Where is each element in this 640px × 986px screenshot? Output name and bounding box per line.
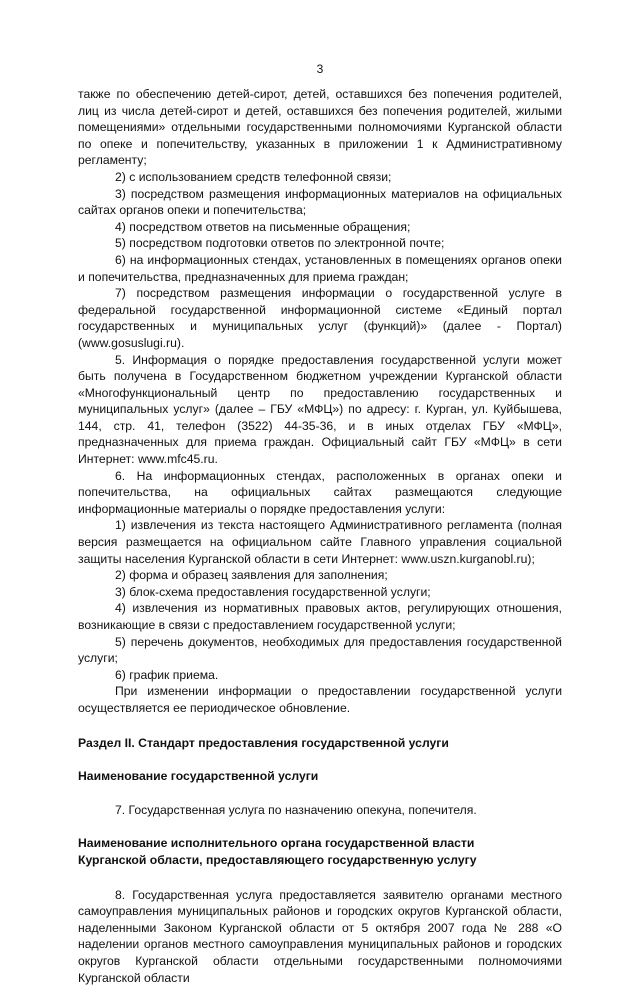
paragraph: 2) форма и образец заявления для заполнения; [115, 568, 388, 583]
paragraph: 5) перечень документов, необходимых для предоставления государственной услуги; [78, 634, 562, 666]
paragraph: 1) извлечения из текста настоящего Административного регламента (полная версия размещается на официальном сайте Главного управления социальной защиты населения Курганской области в сети Интернет: www.uszn.kurganobl.ru); [78, 518, 562, 566]
paragraph: также по обеспечению детей-сирот, детей, оставшихся без попечения родителей, лиц из числа детей-сирот и детей, оставшихся без попечения родителей, жилыми помещениями» отдельными государственными полномочиями Курганской области по опеке и попечительству, указанных в приложении 1 к Административному регламенту; [78, 87, 562, 168]
paragraph: При изменении информации о предоставлении государственной услуги осуществляется ее периодическое обновление. [78, 684, 562, 715]
section-heading: Раздел II. Стандарт предоставления государственной услуги [78, 735, 449, 750]
paragraph: 2) с использованием средств телефонной связи; [115, 169, 392, 184]
page-number: 3 [316, 62, 324, 76]
paragraph: 7) посредством размещения информации о государственной услуге в федеральной государственной информационной системе «Единый портал государственных и муниципальных услуг (функций)» (далее - Портал) (www.gosuslugi.ru). [78, 286, 562, 350]
paragraph-group [78, 86, 562, 717]
paragraph: 5) посредством подготовки ответов по электронной почте; [115, 236, 445, 251]
paragraph: 6) на информационных стендах, установленных в помещениях органов опеки и попечительства, предназначенных для приема граждан; [78, 252, 562, 284]
paragraph: 6) график приема. [115, 667, 219, 682]
subheading-authority-line-1: Наименование исполнительного органа государственной власти [78, 836, 475, 851]
paragraph: 4) извлечения из нормативных правовых актов, регулирующих отношения, возникающие в связи с предоставлением государственной услуги; [78, 601, 562, 632]
paragraph: 3) посредством размещения информационных материалов на официальных сайтах органов опеки и попечительства; [78, 186, 562, 218]
paragraph-7: 7. Государственная услуга по назначению опекуна, попечителя. [115, 802, 477, 817]
paragraph-8: 8. Государственная услуга предоставляется заявителю органами местного самоуправления муниципальных районов и городских округов Курганской области, наделенными Законом Курганской области от 5 октября 2007 года № 288 «О наделении органов местного самоуправления муниципальных районов и городских округов Курганской области отдельными государственными полномочиями Курганской области [78, 887, 562, 985]
paragraph: 5. Информация о порядке предоставления государственной услуги может быть получена в Государственном бюджетном учреждении Курганской области «Многофункциональный центр по предоставлению государственных и муниципальных услуг» (далее – ГБУ «МФЦ») по адресу: г. Курган, ул. Куйбышева, 144, стр. 41, телефон (3522) 44-35-36, и в иных отделах ГБУ «МФЦ», предназначенных для приема граждан. Официальный сайт ГБУ «МФЦ» в сети Интернет: www.mfc45.ru. [78, 352, 562, 467]
paragraph: 4) посредством ответов на письменные обращения; [115, 219, 411, 234]
paragraph: 6. На информационных стендах, расположенных в органах опеки и попечительства, на официальных сайтах размещаются следующие информационные материалы о порядке предоставления услуги: [78, 468, 562, 516]
paragraph: 3) блок-схема предоставления государственной услуги; [115, 584, 431, 599]
subheading-service-name: Наименование государственной услуги [78, 769, 319, 784]
document-body [78, 86, 562, 986]
subheading-authority-line-2: Курганской области, предоставляющего государственную услугу [78, 852, 477, 867]
